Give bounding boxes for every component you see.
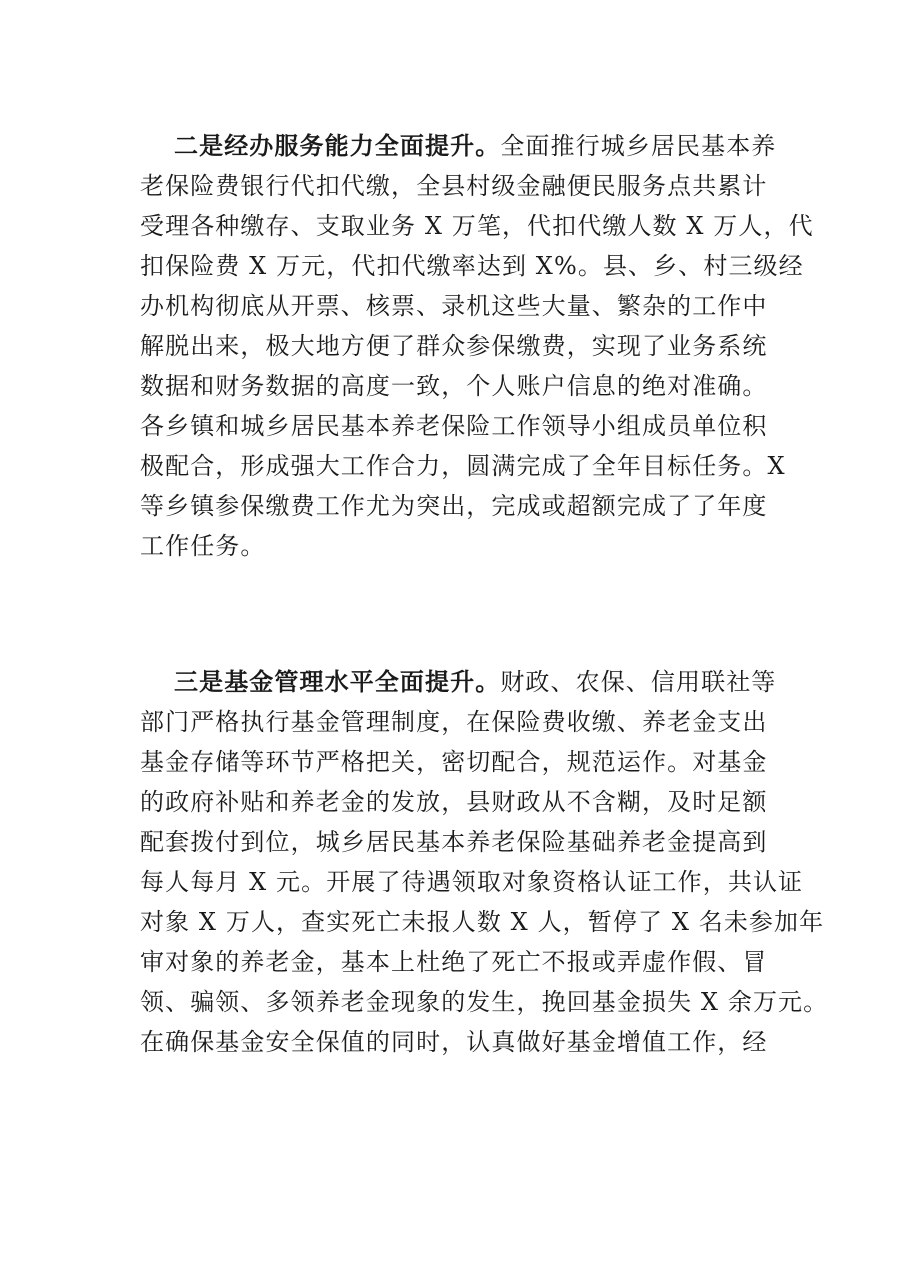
paragraph-first-line xyxy=(140,662,780,702)
paragraph-line: 对象 X 万人，查实死亡未报人数 X 人，暂停了 X 名未参加年 xyxy=(140,908,825,936)
paragraph-heading: 三是基金管理水平全面提升。 xyxy=(174,667,501,696)
paragraph-line: 扣保险费 X 万元，代扣代缴率达到 X%。县、乡、村三级经 xyxy=(140,252,804,280)
paragraph-line: 数据和财务数据的高度一致，个人账户信息的绝对准确。 xyxy=(140,372,768,400)
paragraph-line: 每人每月 X 元。开展了待遇领取对象资格认证工作，共认证 xyxy=(140,868,804,896)
paragraph-first-line xyxy=(140,126,780,166)
paragraph-line: 老保险费银行代扣代缴，全县村级金融便民服务点共累计 xyxy=(140,172,768,200)
paragraph-line: 受理各种缴存、支取业务 X 万笔，代扣代缴人数 X 万人，代 xyxy=(140,212,814,240)
paragraph-text: 全面推行城乡居民基本养 xyxy=(500,132,777,160)
paragraph-line: 配套拨付到位，城乡居民基本养老保险基础养老金提高到 xyxy=(140,828,768,856)
paragraph-line: 的政府补贴和养老金的发放，县财政从不含糊，及时足额 xyxy=(140,788,768,816)
paragraph-line: 各乡镇和城乡居民基本养老保险工作领导小组成员单位积 xyxy=(140,412,768,440)
paragraph-text: 财政、农保、信用联社等 xyxy=(500,668,777,696)
paragraph-fund-service xyxy=(140,126,814,566)
paragraph-line: 部门严格执行基金管理制度，在保险费收缴、养老金支出 xyxy=(140,708,768,736)
paragraph-line: 等乡镇参保缴费工作尤为突出，完成或超额完成了了年度 xyxy=(140,492,768,520)
paragraph-line: 领、骗领、多领养老金现象的发生，挽回基金损失 X 余万元。 xyxy=(140,988,829,1016)
paragraph-line: 审对象的养老金，基本上杜绝了死亡不报或弄虚作假、冒 xyxy=(140,948,768,976)
paragraph-line: 办机构彻底从开票、核票、录机这些大量、繁杂的工作中 xyxy=(140,292,768,320)
paragraph-line: 在确保基金安全保值的同时，认真做好基金增值工作，经 xyxy=(140,1028,768,1056)
paragraph-fund-management xyxy=(140,662,829,1062)
paragraph-line: 解脱出来，极大地方便了群众参保缴费，实现了业务系统 xyxy=(140,332,768,360)
paragraph-line: 基金存储等环节严格把关，密切配合，规范运作。对基金 xyxy=(140,748,768,776)
paragraph-heading: 二是经办服务能力全面提升。 xyxy=(174,131,501,160)
paragraph-line: 极配合，形成强大工作合力，圆满完成了全年目标任务。X xyxy=(140,452,786,480)
paragraph-line: 工作任务。 xyxy=(140,532,266,560)
